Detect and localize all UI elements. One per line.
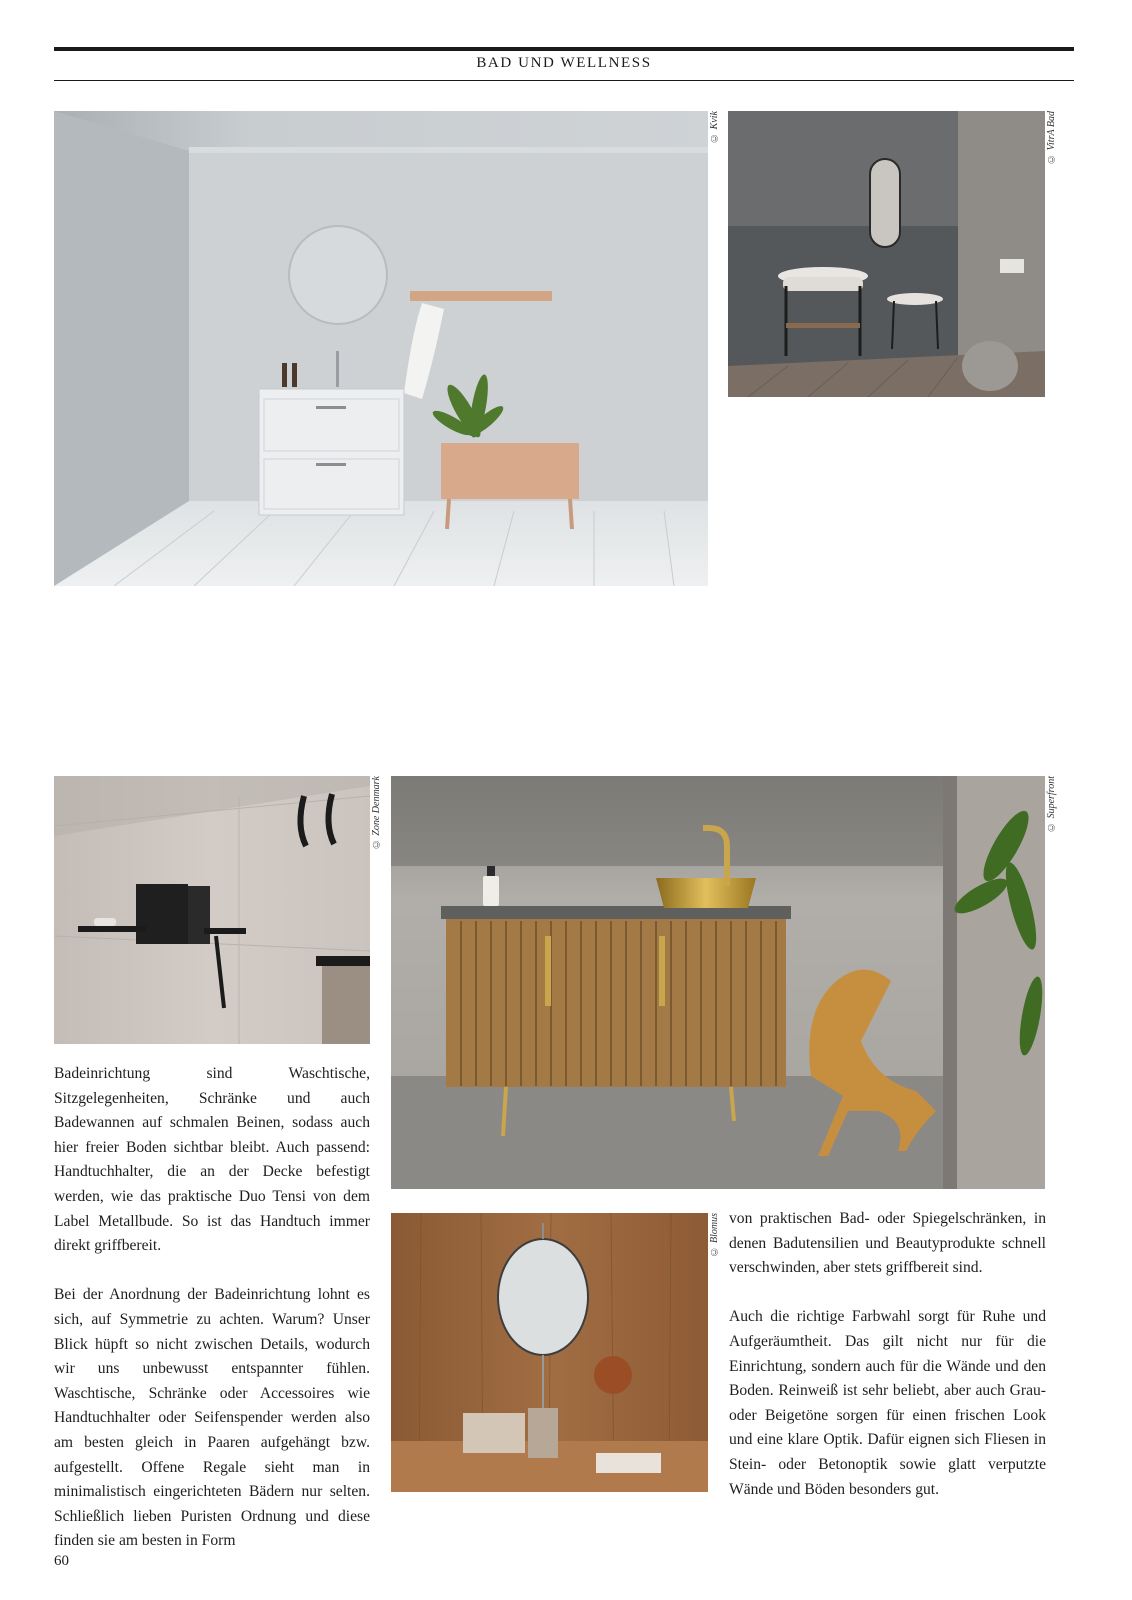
- paragraph: von praktischen Bad- oder Spiegelschränken, in denen Badutensilien und Beautyprodukte schnell verschwinden, aber stets griffbereit sind.: [729, 1210, 1046, 1277]
- page-number: 60: [54, 1553, 69, 1569]
- photo-credit-vitra: © VitrA Bad: [1046, 111, 1057, 164]
- header-rule-top: [54, 47, 1074, 51]
- section-title: BAD UND WELLNESS: [476, 55, 652, 71]
- paragraph: Bei der Anordnung der Badeinrichtung lohnt es sich, auf Symmetrie zu achten. Warum? Unser Blick hüpft so nicht zwischen Details, wodurch wir uns unbewusst entspannter fühlen. Waschtische, Schränke oder Accessoires wie Handtuchhalter oder Seifenspender werden also am besten gleich in Paaren aufgehängt bzw. aufgestellt. Offene Regale sieht man in minimalistisch eingerichteten Bädern nur selten. Schließlich lieben Puristen Ordnung und diese finden sie am besten in Form: [54, 1286, 370, 1550]
- text-column-left: [54, 1062, 370, 1554]
- photo-standing-mirror: [391, 1213, 708, 1492]
- photo-credit-kvik: © Kvik: [709, 111, 720, 143]
- photo-dark-bathroom: [728, 111, 1045, 397]
- paragraph: Auch die richtige Farbwahl sorgt für Ruhe und Aufgeräumtheit. Das gilt nicht nur für die Einrichtung, sondern auch für die Wände und den Boden. Reinweiß ist sehr beliebt, aber auch Grau- oder Beigetöne sorgen für einen frischen Look und eine klare Optik. Dafür eignen sich Fliesen in Stein- oder Betonoptik sowie glatt verputzte Wände und Böden besonders gut.: [729, 1308, 1046, 1498]
- paragraph: Badeinrichtung sind Waschtische, Sitzgelegenheiten, Schränke und auch Badewannen auf schmalen Beinen, sodass auch hier freier Boden sichtbar bleibt. Auch passend: Handtuchhalter, die an der Decke befestigt werden, wie das praktische Duo Tensi von dem Label Metallbude. So ist das Handtuch immer direkt griffbereit.: [54, 1065, 370, 1255]
- text-column-right: [729, 1207, 1046, 1502]
- photo-credit-blomus: © Blomus: [709, 1213, 720, 1257]
- photo-white-bathroom: [54, 111, 708, 586]
- header-rule-bottom: [54, 80, 1074, 81]
- photo-wood-vanity: [391, 776, 1045, 1189]
- photo-bath-accessories: [54, 776, 370, 1044]
- photo-credit-superfront: © Superfront: [1046, 776, 1057, 832]
- photo-credit-zone-denmark: © Zone Denmark: [371, 776, 382, 850]
